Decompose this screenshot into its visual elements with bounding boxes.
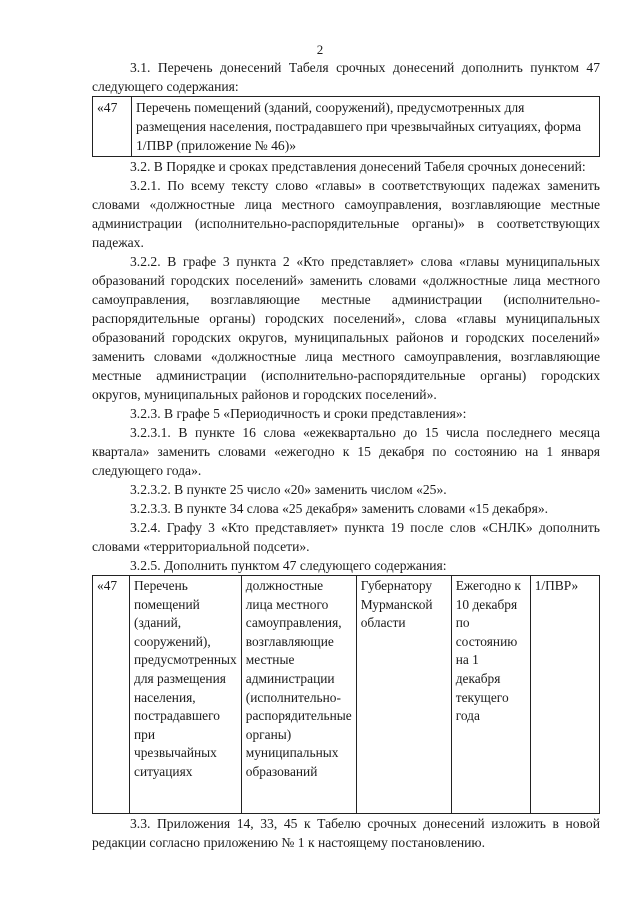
table-cell-name: Перечень помещений (зданий, сооружений), предусмотренных для размещения населения, пострадавшего при чрезвычайных ситуациях bbox=[130, 576, 242, 814]
table-row bbox=[93, 97, 600, 157]
paragraph-3-2-2: 3.2.2. В графе 3 пункта 2 «Кто представляет» слова «главы муниципальных образований городских поселений» заменить словами «должностные лица местного самоуправления, возглавляющие местные администрации (исполнительно-распорядительные органы) городских поселений», слова «главы муниципальных образований городских округов, муниципальных районов и городских поселений» заменить словами «должностные лица местного самоуправления, возглавляющие местные администрации (исполнительно-распорядительные органы) городских округов, муниципальных районов и городских поселений». bbox=[92, 254, 600, 402]
table-cell-number: «47 bbox=[93, 97, 132, 157]
paragraph-3-2-3-3: 3.2.3.3. В пункте 34 слова «25 декабря» заменить словами «15 декабря». bbox=[130, 501, 549, 516]
paragraph-3-2-3-1: 3.2.3.1. В пункте 16 слова «ежеквартально до 15 числа последнего месяца квартала» заменить словами «ежегодно к 15 декабря по состоянию на 1 января следующего года». bbox=[92, 425, 600, 478]
paragraph-3-1: 3.1. Перечень донесений Табеля срочных донесений дополнить пунктом 47 следующего содержания: bbox=[92, 60, 600, 94]
paragraph-3-3: 3.3. Приложения 14, 33, 45 к Табелю срочных донесений изложить в новой редакции согласно приложению № 1 к настоящему постановлению. bbox=[92, 816, 600, 850]
paragraph-3-2-4: 3.2.4. Графу 3 «Кто представляет» пункта 19 после слов «СНЛК» дополнить словами «территориальной подсети». bbox=[92, 520, 600, 554]
paragraph-3-2: 3.2. В Порядке и сроках представления донесений Табеля срочных донесений: bbox=[130, 159, 586, 174]
paragraph-3-2-3-2: 3.2.3.2. В пункте 25 число «20» заменить числом «25». bbox=[130, 482, 447, 497]
table-cell-recipient: Губернатору Мурманской области bbox=[356, 576, 451, 814]
table-cell-number: «47 bbox=[93, 576, 130, 814]
table-row bbox=[93, 576, 600, 814]
table-cell-text: Перечень помещений (зданий, сооружений), предусмотренных для размещения населения, пострадавшего при чрезвычайных ситуациях, форма 1/ПВР (приложение № 46)» bbox=[132, 97, 600, 157]
table-cell-form: 1/ПВР» bbox=[530, 576, 599, 814]
paragraph-3-2-5: 3.2.5. Дополнить пунктом 47 следующего содержания: bbox=[130, 558, 447, 573]
paragraph-3-2-1: 3.2.1. По всему тексту слово «главы» в соответствующих падежах заменить словами «должностные лица местного самоуправления, возглавляющие местные администрации (исполнительно-распорядительные органы)» в соответствующих падежах. bbox=[92, 178, 600, 250]
paragraph-3-2-3: 3.2.3. В графе 5 «Периодичность и сроки представления»: bbox=[130, 406, 467, 421]
table-cell-who-submits: должностные лица местного самоуправления, возглавляющие местные администрации (исполнительно-распорядительные органы) муниципальных образований bbox=[241, 576, 356, 814]
table-cell-periodicity: Ежегодно к 10 декабря по состоянию на 1 декабря текущего года bbox=[451, 576, 530, 814]
table-item-47-list bbox=[92, 96, 600, 157]
table-item-47-row bbox=[92, 575, 600, 814]
document-body bbox=[92, 58, 600, 852]
page-number: 2 bbox=[316, 42, 324, 57]
